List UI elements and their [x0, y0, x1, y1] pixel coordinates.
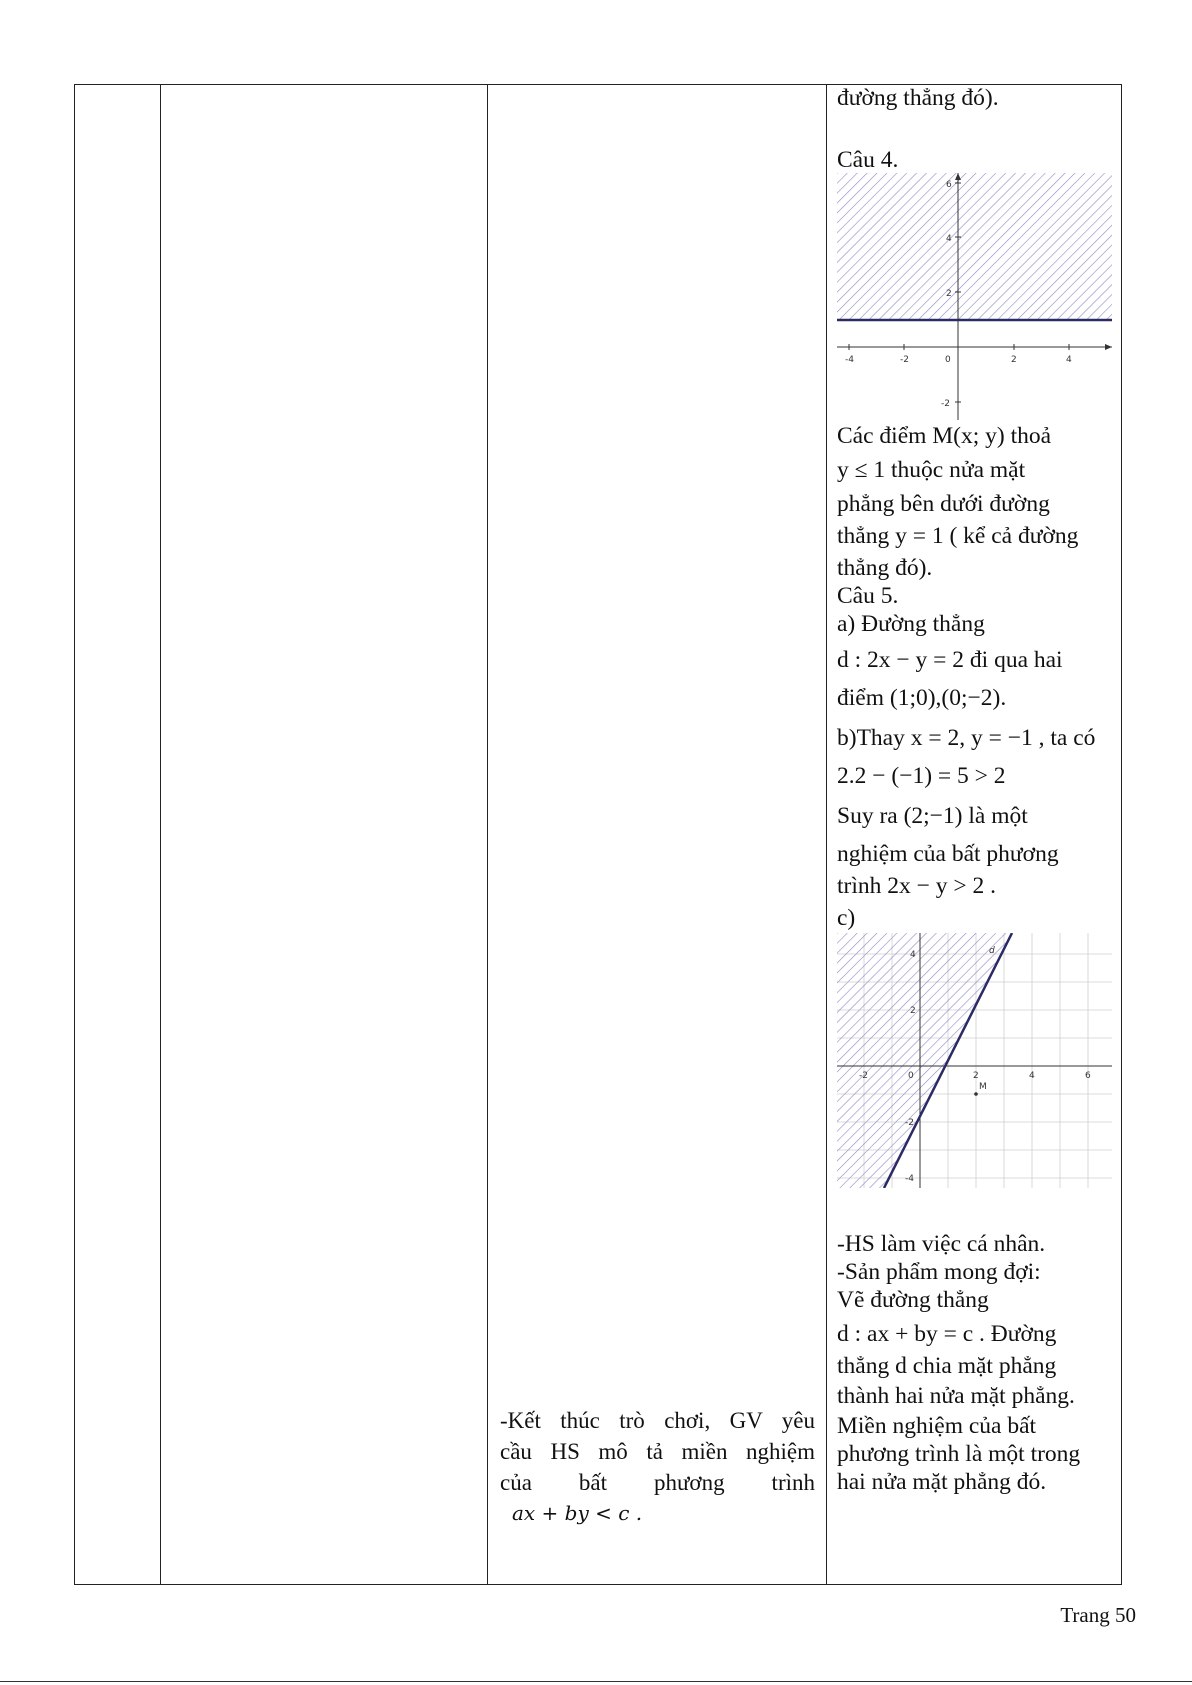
- lesson-table: [74, 84, 1122, 1585]
- answer-line: phương trình là một trong: [837, 1441, 1081, 1467]
- x-tick-label: 6: [1085, 1071, 1091, 1081]
- teacher-line: ax + by < c .: [512, 1501, 643, 1525]
- answer-line: c): [837, 905, 856, 931]
- x-tick-label: 0: [945, 355, 951, 365]
- answer-line: Suy ra (2;−1) là một: [837, 803, 1028, 829]
- y-tick-label: 2: [946, 289, 952, 299]
- y-tick-label: 2: [910, 1006, 916, 1016]
- graph-question-4: [837, 173, 1112, 420]
- answer-line: -HS làm việc cá nhân.: [837, 1231, 1046, 1257]
- question-4-label: Câu 4.: [837, 147, 899, 173]
- point-label: M: [979, 1082, 987, 1092]
- answer-line: trình 2x − y > 2 .: [837, 873, 997, 899]
- x-tick-label: 2: [1011, 355, 1017, 365]
- answer-line: [837, 423, 1051, 450]
- answer-line: d : 2x − y = 2 đi qua hai: [837, 647, 1063, 673]
- y-tick-label: -4: [905, 1174, 914, 1184]
- answer-line: hai nửa mặt phẳng đó.: [837, 1469, 1047, 1495]
- answer-line: a) Đường thẳng: [837, 611, 985, 637]
- answer-line: -Sản phẩm mong đợi:: [837, 1259, 1041, 1285]
- answer-line: thẳng d chia mặt phẳng: [837, 1353, 1057, 1379]
- answer-line: thẳng y = 1 ( kể cả đường: [837, 523, 1079, 549]
- y-tick-label: 6: [946, 180, 952, 190]
- column-divider: [826, 85, 827, 1584]
- column-divider: [160, 85, 161, 1584]
- x-tick-label: -2: [859, 1071, 868, 1081]
- graph-question-5c: [837, 933, 1112, 1188]
- answer-line: thẳng đó).: [837, 555, 933, 581]
- answer-line: Miền nghiệm của bất: [837, 1413, 1037, 1439]
- teacher-activity-cell: [488, 1405, 825, 1529]
- teacher-line: cầu HS mô tả miền nghiệm: [500, 1439, 815, 1464]
- answer-line: 2.2 − (−1) = 5 > 2: [837, 763, 1006, 789]
- x-tick-label: 0: [908, 1071, 914, 1081]
- y-tick-label: -2: [941, 399, 950, 409]
- x-tick-label: -2: [900, 355, 909, 365]
- x-tick-label: 4: [1066, 355, 1072, 365]
- x-tick-label: 4: [1029, 1071, 1035, 1081]
- answer-line: phẳng bên dưới đường: [837, 491, 1050, 517]
- answer-line: thành hai nửa mặt phẳng.: [837, 1383, 1075, 1409]
- answer-line: Vẽ đường thẳng: [837, 1287, 989, 1313]
- answer-line: điểm (1;0),(0;−2).: [837, 685, 1007, 711]
- column-divider: [487, 85, 488, 1584]
- question-5-label: Câu 5.: [837, 583, 899, 609]
- y-tick-label: 4: [946, 234, 952, 244]
- answer-line: b)Thay x = 2, y = −1 , ta có: [837, 725, 1096, 751]
- answer-text: Các điểm M(x; y) thoả: [837, 423, 1052, 449]
- answer-line: nghiệm của bất phương: [837, 841, 1059, 867]
- page-number: Trang 50: [1060, 1603, 1136, 1627]
- teacher-line: của bất phương trình: [500, 1470, 815, 1495]
- y-tick-label: -2: [905, 1118, 914, 1128]
- answer-line: d : ax + by = c . Đường: [837, 1321, 1057, 1347]
- x-tick-label: -4: [845, 355, 854, 365]
- y-tick-label: 4: [910, 950, 916, 960]
- page-bottom-rule: [0, 1681, 1192, 1682]
- answer-line: y ≤ 1 thuộc nửa mặt: [837, 457, 1026, 483]
- x-tick-label: 2: [973, 1071, 979, 1081]
- answer-line: đường thẳng đó).: [837, 85, 999, 111]
- line-label: d: [989, 946, 995, 956]
- teacher-line: -Kết thúc trò chơi, GV yêu: [500, 1408, 815, 1433]
